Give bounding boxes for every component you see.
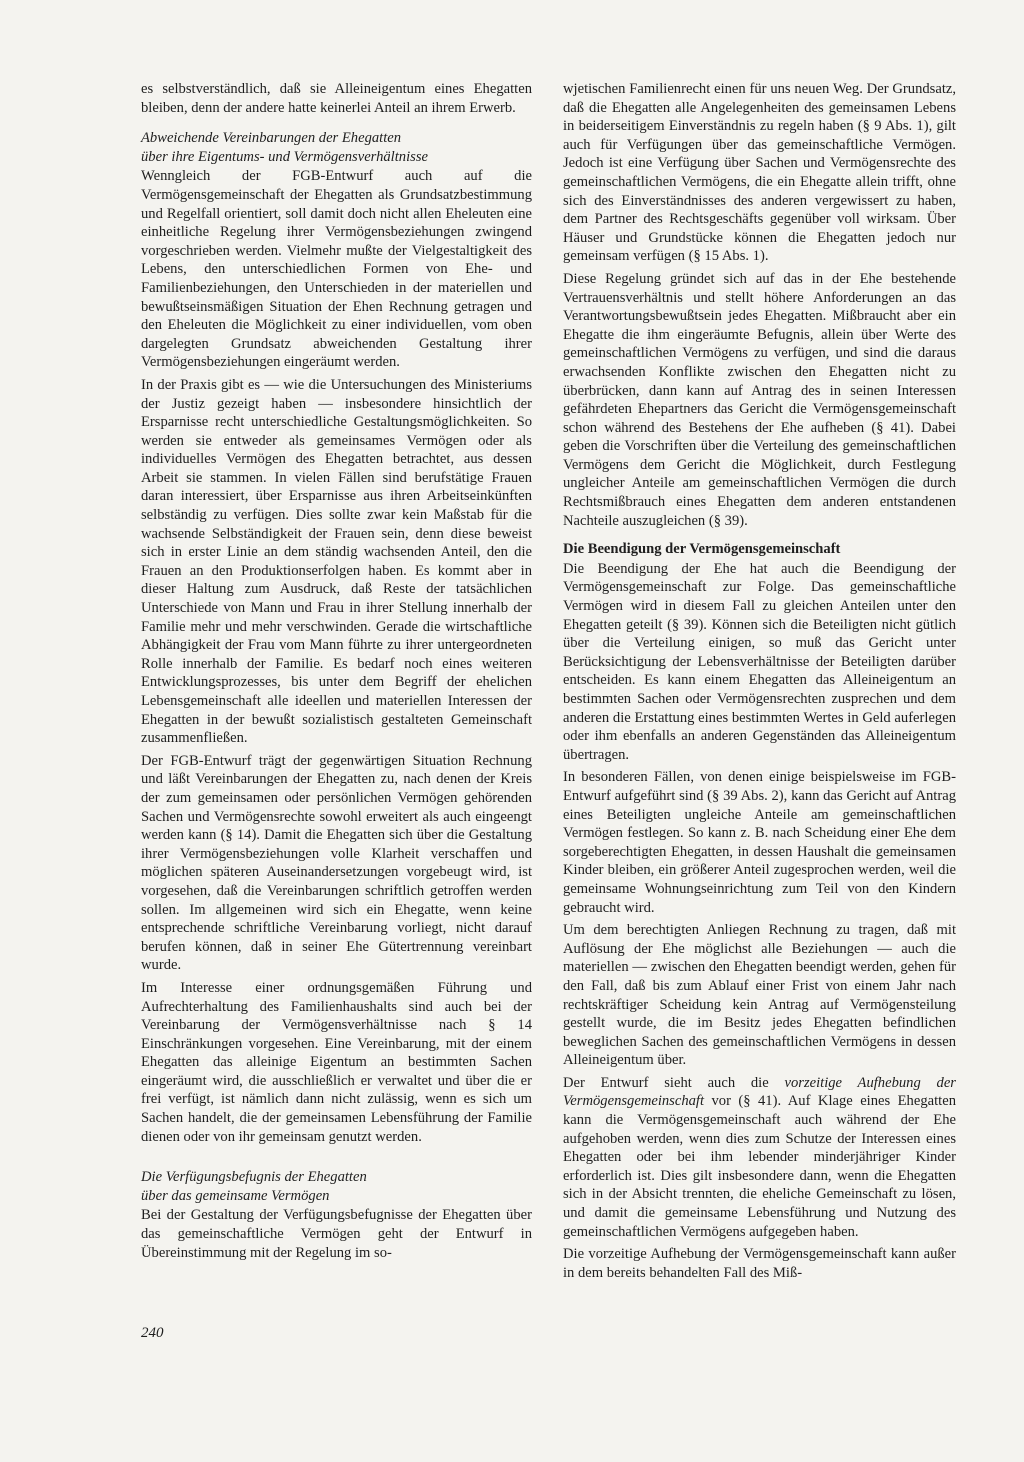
heading-line: Abweichende Vereinbarungen der Ehegatten <box>141 130 402 147</box>
paragraph: In besonderen Fällen, von denen einige beispielsweise im FGB-Entwurf aufgeführt sind (§ 39 Abs. 2), kann das Gericht auf Antrag eines Beteiligten ungleiche Anteile am gemeinschaftlichen Vermögen festlegen. So kann z. B. nach Scheidung einer Ehe dem sorgeberechtigten Ehegatten, in dessen Haushalt die gemeinsamen Kinder bleiben, ein größerer Anteil zugesprochen werden, weil die gemeinsame Wohnungseinrichtung zum Teil von den Kindern gebraucht wird. <box>563 769 956 916</box>
section-heading-verfuegungsbefugnis <box>141 1168 532 1205</box>
section-heading-beendigung: Die Beendigung der Vermögensgemeinschaft <box>563 541 841 558</box>
text-run: Der Entwurf sieht auch die <box>563 1074 785 1091</box>
paragraph: Im Interesse einer ordnungsgemäßen Führung und Aufrechterhaltung des Familienhaushalts sind auch bei der Vereinbarung der Vermögensverhältnisse nach § 14 Einschränkungen vorgesehen. Eine Vereinbarung, mit der einem Ehegatten das alleinige Eigentum an bestimmten Sachen eingeräumt wird, die ausschließlich er verwaltet und über die er frei verfügt, ist nämlich dann nicht zulässig, wenn es sich um Sachen handelt, die der gemeinsamen Lebensführung der Familie dienen oder von ihr gemeinsam genutzt werden. <box>141 979 532 1145</box>
paragraph: Die vorzeitige Aufhebung der Vermögensgemeinschaft kann außer in dem bereits behandelten Fall des Miß- <box>563 1246 956 1281</box>
paragraph: Wenngleich der FGB-Entwurf auch auf die Vermögensgemeinschaft der Ehegatten als Grundsatzbestimmung und Regelfall orientiert, soll damit doch nicht allen Eheleuten eine einheitliche Regelung ihrer Vermögensbeziehungen zwingend vorgeschrieben werden. Vielmehr mußte der Vielgestaltigkeit des Lebens, den unterschiedlichen Formen von Ehe- und Familienbeziehungen, den Unterschieden in der materiellen und bewußtseinsmäßigen Situation der Ehen Rechnung getragen und den Eheleuten die Möglichkeit zu einer individuellen, vom oben dargelegten Grundsatz abweichenden Gestaltung ihrer Vermögensbeziehungen eingeräumt werden. <box>141 168 532 371</box>
paragraph: Um dem berechtigten Anliegen Rechnung zu tragen, daß mit Auflösung der Ehe möglichst alle Beziehungen — auch die materiellen — zwischen den Ehegatten beendigt werden, gehen für den Fall, daß bis zum Ablauf einer Frist von einem Jahr nach rechtskräftiger Scheidung kein Antrag auf Vermögensteilung gestellt wurde, die im Besitz jedes Ehegatten befindlichen beweglichen Sachen des gemeinschaftlichen Vermögens in dessen Alleineigentum über. <box>563 922 956 1069</box>
text-run: vor (§ 41). Auf Klage eines Ehegatten kann die Vermögensgemeinschaft auch während der Ehe aufgehoben werden, wenn dies zum Schutze der Interessen eines Ehegatten oder bei ihm lebender minderjähriger Kinder erforderlich ist. Dies gilt insbesondere dann, wenn die Ehegatten sich in der Absicht trennten, die eheliche Gemeinschaft zu lösen, und damit die gemeinsame Lebensführung und Nutzung des gemeinschaftlichen Vermögens aufgegeben haben. <box>563 1093 956 1240</box>
emphasis-text: vorzeitige Aufhebung der Vermögensgemeinschaft <box>563 1074 956 1110</box>
left-column <box>141 80 532 1266</box>
paragraph: Bei der Gestaltung der Verfügungsbefugnisse der Ehegatten über das gemeinschaftliche Vermögen geht der Entwurf in Übereinstimmung mit der Regelung im so- <box>141 1207 532 1261</box>
paragraph: In der Praxis gibt es — wie die Untersuchungen des Ministeriums der Justiz gezeigt haben — insbesondere hinsichtlich der Ersparnisse recht unterschiedliche Gestaltungsmöglichkeiten. So werden sie entweder als gemeinsames Vermögen oder als individuelles Vermögen des Ehegatten betrachtet, aus dessen Arbeit sie stammen. In vielen Fällen sind berufstätige Frauen daran interessiert, über Ersparnisse aus ihren Arbeitseinkünften selbständig zu verfügen. Dies sollte zwar kein Maßstab für die wachsende Selbständigkeit der Frauen sein, denn diese beweist sich in erster Linie an dem ständig wachsenden Anteil, den die Frauen an den Produktionserfolgen haben. Es kommt aber in dieser Haltung zum Ausdruck, daß Reste der tatsächlichen Unterschiede von Mann und Frau in ihrer Stellung innerhalb der Familie mehr und mehr verschwinden. Gerade die wirtschaftliche Abhängigkeit der Frau vom Mann führte zu ihrer untergeordneten Rolle innerhalb der Familie. Es bedarf noch eines weiteren Entwicklungsprozesses, bis unter dem Begriff der ehelichen Lebensgemeinschaft alle ideellen und materiellen Interessen der Ehegatten in der bewußt sozialistisch gestalteten Gemeinschaft zusammenfließen. <box>141 376 532 747</box>
paragraph: wjetischen Familienrecht einen für uns neuen Weg. Der Grundsatz, daß die Ehegatten alle Angelegenheiten des gemeinsamen Lebens in beiderseitigem Einverständnis zu regeln haben (§ 9 Abs. 1), gilt auch für Verfügungen über das gemeinschaftliche Vermögen. Jedoch ist eine Verfügung über Sachen und Vermögensrechte des gemeinschaftlichen Vermögens, die ein Ehegatte allein trifft, ohne sich des Einverständnisses des anderen vergewissert zu haben, dem Partner des Rechtsgeschäfts gegenüber voll wirksam. Über Häuser und Grundstücke können die Ehegatten jedoch nur gemeinsam verfügen (§ 15 Abs. 1). <box>563 81 956 265</box>
heading-line: Die Verfügungsbefugnis der Ehegatten <box>141 1169 367 1186</box>
section-heading-abweichende-vereinbarungen <box>141 129 532 166</box>
paragraph: Die Beendigung der Ehe hat auch die Beendigung der Vermögensgemeinschaft zur Folge. Das gemeinschaftliche Vermögen wird in diesem Fall zu gleichen Anteilen unter den Ehegatten geteilt (§ 39). Können sich die Beteiligten nicht gütlich über die Verteilung einigen, so muß das Gericht unter Berücksichtigung der Lebensverhältnisse der Beteiligten darüber entscheiden. Es kann einem Ehegatten das Alleineigentum an bestimmten Sachen oder Vermögensrechten zusprechen und dem anderen die Erstattung eines bestimmten Wertes in Geld auferlegen oder ihm ebenfalls an anderen Gegenständen das Alleineigentum übertragen. <box>563 560 956 763</box>
heading-line: über ihre Eigentums- und Vermögensverhältnisse <box>141 148 428 165</box>
page-number: 240 <box>141 1325 164 1341</box>
paragraph <box>563 1074 956 1241</box>
paragraph: Der FGB-Entwurf trägt der gegenwärtigen Situation Rechnung und läßt Vereinbarungen der Ehegatten zu, nach denen der Kreis der zum gemeinsamen oder persönlichen Vermögen gehörenden Sachen und Vermögensrechte sowohl erweitert als auch eingeengt werden kann (§ 14). Damit die Ehegatten sich über die Gestaltung ihrer Vermögensbeziehungen volle Klarheit verschaffen und möglichen späteren Auseinandersetzungen vorgebeugt wird, ist vorgesehen, daß die Vereinbarungen schriftlich getroffen werden sollen. Im allgemeinen wird sich ein Ehegatte, wenn keine entsprechende schriftliche Vereinbarung vorliegt, nicht darauf berufen können, daß in seiner Ehe Gütertrennung vereinbart wurde. <box>141 752 532 974</box>
paragraph: Diese Regelung gründet sich auf das in der Ehe bestehende Vertrauensverhältnis und stellt höhere Anforderungen an das Verantwortungsbewußtsein jedes Ehegatten. Mißbraucht aber ein Ehegatte die ihm eingeräumte Befugnis, allein über Werte des gemeinschaftlichen Vermögens zu verfügen, und sind die daraus erwachsenden Konflikte zwischen den Ehegatten nicht zu überbrücken, dann kann auf Antrag des in seinen Interessen gefährdeten Ehepartners das Gericht die Vermögensgemeinschaft schon während des Bestehens der Ehe aufheben (§ 41). Dabei geben die Vorschriften über die Verteilung des gemeinschaftlichen Vermögens dem Gericht die Möglichkeit, durch Festlegung ungleicher Anteile am gemeinschaftlichen Vermögen die durch Rechtsmißbrauch eines Ehegatten dem anderen entstandenen Nachteile auszugleichen (§ 39). <box>563 270 956 529</box>
right-column <box>563 80 956 1286</box>
heading-line: über das gemeinsame Vermögen <box>141 1187 330 1204</box>
paragraph: es selbstverständlich, daß sie Alleineigentum eines Ehegatten bleiben, denn der andere hatte keinerlei Anteil an ihrem Erwerb. <box>141 81 532 116</box>
